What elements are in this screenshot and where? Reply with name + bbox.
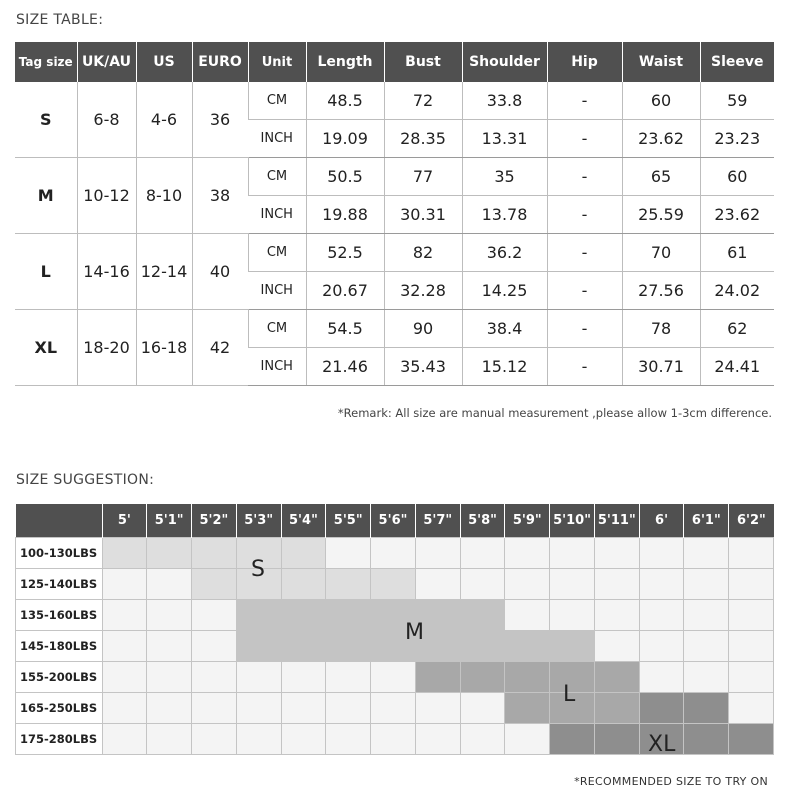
suggestion-cell — [594, 538, 639, 569]
suggestion-cell — [505, 600, 550, 631]
suggestion-cell — [684, 600, 729, 631]
hip-cell: - — [547, 272, 622, 310]
size-table-heading: SIZE TABLE: — [16, 12, 104, 28]
sleeve-cell: 23.23 — [700, 120, 774, 158]
suggestion-cell — [147, 693, 192, 724]
header-hip: Hip — [547, 42, 622, 82]
waist-cell: 30.71 — [622, 348, 700, 386]
suggestion-cell — [550, 538, 595, 569]
size-remark: *Remark: All size are manual measurement ,please allow 1-3cm difference. — [337, 406, 772, 420]
table-row — [15, 158, 774, 196]
suggestion-cell — [192, 600, 237, 631]
length-cell: 20.67 — [306, 272, 384, 310]
euro-cell: 42 — [192, 310, 248, 386]
suggestion-cell — [460, 538, 505, 569]
table-row — [15, 234, 774, 272]
suggestion-cell — [147, 569, 192, 600]
suggestion-cell — [371, 538, 416, 569]
suggestion-cell — [326, 693, 371, 724]
suggestion-cell — [326, 538, 371, 569]
weight-label: 125-140LBS — [16, 569, 103, 600]
shoulder-cell: 13.78 — [462, 196, 547, 234]
bust-cell: 77 — [384, 158, 462, 196]
suggestion-cell — [639, 662, 684, 693]
header-tag-size: Tag size — [15, 42, 77, 82]
weight-label: 145-180LBS — [16, 631, 103, 662]
suggestion-cell — [147, 724, 192, 755]
suggestion-cell — [505, 693, 550, 724]
suggestion-cell — [729, 538, 774, 569]
shoulder-cell: 35 — [462, 158, 547, 196]
header-euro: EURO — [192, 42, 248, 82]
suggestion-cell — [371, 693, 416, 724]
suggestion-cell — [371, 662, 416, 693]
suggestion-cell — [326, 600, 371, 631]
suggestion-cell — [102, 631, 147, 662]
suggestion-cell — [729, 693, 774, 724]
suggestion-cell — [594, 631, 639, 662]
waist-cell: 60 — [622, 82, 700, 120]
zone-label-xl: XL — [648, 732, 676, 757]
suggestion-cell — [102, 600, 147, 631]
header-unit: Unit — [248, 42, 306, 82]
hip-cell: - — [547, 158, 622, 196]
suggestion-cell — [371, 569, 416, 600]
suggestion-cell — [192, 538, 237, 569]
hip-cell: - — [547, 120, 622, 158]
suggestion-cell — [281, 693, 326, 724]
bust-cell: 28.35 — [384, 120, 462, 158]
shoulder-cell: 15.12 — [462, 348, 547, 386]
suggestion-cell — [729, 569, 774, 600]
suggestion-cell — [326, 662, 371, 693]
suggestion-cell — [102, 538, 147, 569]
bust-cell: 90 — [384, 310, 462, 348]
suggestion-cell — [326, 631, 371, 662]
suggestion-cell — [281, 631, 326, 662]
weight-row — [16, 600, 774, 631]
suggestion-cell — [147, 538, 192, 569]
recommended-note: *RECOMMENDED SIZE TO TRY ON — [574, 775, 768, 788]
shoulder-cell: 36.2 — [462, 234, 547, 272]
height-header: 5'2" — [192, 504, 237, 538]
suggestion-cell — [147, 631, 192, 662]
suggestion-cell — [684, 724, 729, 755]
header-uk-au: UK/AU — [77, 42, 136, 82]
suggestion-cell — [371, 724, 416, 755]
suggestion-cell — [639, 600, 684, 631]
height-header: 6' — [639, 504, 684, 538]
height-header: 6'2" — [729, 504, 774, 538]
unit-cell: INCH — [248, 348, 306, 386]
header-waist: Waist — [622, 42, 700, 82]
suggestion-cell — [505, 569, 550, 600]
suggestion-cell — [415, 538, 460, 569]
suggestion-cell — [505, 538, 550, 569]
length-cell: 21.46 — [306, 348, 384, 386]
hip-cell: - — [547, 82, 622, 120]
size-table-header-row — [15, 42, 774, 82]
shoulder-cell: 38.4 — [462, 310, 547, 348]
us-cell: 12-14 — [136, 234, 192, 310]
suggestion-cell — [102, 662, 147, 693]
bust-cell: 35.43 — [384, 348, 462, 386]
sleeve-cell: 24.41 — [700, 348, 774, 386]
unit-cell: CM — [248, 158, 306, 196]
suggestion-cell — [147, 600, 192, 631]
sleeve-cell: 59 — [700, 82, 774, 120]
suggestion-cell — [460, 662, 505, 693]
suggestion-cell — [236, 662, 281, 693]
hip-cell: - — [547, 234, 622, 272]
suggestion-cell — [236, 600, 281, 631]
length-cell: 48.5 — [306, 82, 384, 120]
height-header: 5'3" — [236, 504, 281, 538]
suggestion-cell — [684, 662, 729, 693]
zone-label-m: M — [405, 620, 424, 645]
suggestion-cell — [236, 724, 281, 755]
suggestion-cell — [236, 631, 281, 662]
waist-cell: 65 — [622, 158, 700, 196]
suggestion-cell — [505, 662, 550, 693]
weight-label: 100-130LBS — [16, 538, 103, 569]
height-header: 5'10" — [550, 504, 595, 538]
suggestion-cell — [102, 724, 147, 755]
suggestion-cell — [550, 600, 595, 631]
sleeve-cell: 62 — [700, 310, 774, 348]
bust-cell: 82 — [384, 234, 462, 272]
zone-label-s: S — [251, 557, 265, 582]
suggestion-cell — [460, 569, 505, 600]
suggestion-cell — [505, 724, 550, 755]
weight-row — [16, 569, 774, 600]
suggestion-cell — [460, 631, 505, 662]
suggestion-cell — [505, 631, 550, 662]
shoulder-cell: 13.31 — [462, 120, 547, 158]
suggestion-cell — [684, 569, 729, 600]
suggestion-cell — [147, 662, 192, 693]
suggestion-cell — [684, 693, 729, 724]
suggestion-cell — [281, 600, 326, 631]
size-tag-cell: L — [15, 234, 77, 310]
suggestion-cell — [639, 538, 684, 569]
table-row — [15, 310, 774, 348]
uk-au-cell: 10-12 — [77, 158, 136, 234]
length-cell: 50.5 — [306, 158, 384, 196]
unit-cell: INCH — [248, 272, 306, 310]
waist-cell: 23.62 — [622, 120, 700, 158]
suggestion-cell — [729, 600, 774, 631]
suggestion-cell — [550, 569, 595, 600]
weight-label: 175-280LBS — [16, 724, 103, 755]
header-bust: Bust — [384, 42, 462, 82]
height-header-row — [16, 504, 774, 538]
suggestion-cell — [729, 631, 774, 662]
sleeve-cell: 60 — [700, 158, 774, 196]
suggestion-cell — [594, 724, 639, 755]
bust-cell: 72 — [384, 82, 462, 120]
euro-cell: 38 — [192, 158, 248, 234]
suggestion-cell — [594, 662, 639, 693]
header-length: Length — [306, 42, 384, 82]
waist-cell: 27.56 — [622, 272, 700, 310]
waist-cell: 70 — [622, 234, 700, 272]
length-cell: 52.5 — [306, 234, 384, 272]
suggestion-cell — [192, 724, 237, 755]
size-tag-cell: M — [15, 158, 77, 234]
sleeve-cell: 61 — [700, 234, 774, 272]
weight-row — [16, 693, 774, 724]
suggestion-cell — [550, 631, 595, 662]
bust-cell: 32.28 — [384, 272, 462, 310]
suggestion-cell — [415, 569, 460, 600]
size-suggestion-table — [15, 504, 774, 755]
us-cell: 16-18 — [136, 310, 192, 386]
weight-row — [16, 631, 774, 662]
hip-cell: - — [547, 196, 622, 234]
zone-label-l: L — [563, 682, 576, 707]
sleeve-cell: 23.62 — [700, 196, 774, 234]
suggestion-cell — [192, 569, 237, 600]
suggestion-cell — [281, 662, 326, 693]
suggestion-cell — [102, 693, 147, 724]
height-header: 5'1" — [147, 504, 192, 538]
suggestion-cell — [281, 538, 326, 569]
shoulder-cell: 33.8 — [462, 82, 547, 120]
suggestion-cell — [684, 631, 729, 662]
unit-cell: INCH — [248, 196, 306, 234]
suggestion-cell — [460, 693, 505, 724]
height-header: 5'11" — [594, 504, 639, 538]
suggestion-cell — [281, 569, 326, 600]
suggestion-cell — [639, 569, 684, 600]
suggestion-cell — [326, 569, 371, 600]
suggestion-cell — [594, 569, 639, 600]
suggestion-cell — [326, 724, 371, 755]
weight-label: 135-160LBS — [16, 600, 103, 631]
euro-cell: 40 — [192, 234, 248, 310]
us-cell: 4-6 — [136, 82, 192, 158]
table-row — [15, 82, 774, 120]
size-suggestion-heading: SIZE SUGGESTION: — [16, 472, 155, 488]
length-cell: 19.09 — [306, 120, 384, 158]
suggestion-cell — [639, 693, 684, 724]
suggestion-cell — [281, 724, 326, 755]
suggestion-cell — [594, 600, 639, 631]
suggestion-cell — [550, 724, 595, 755]
suggestion-cell — [415, 724, 460, 755]
header-shoulder: Shoulder — [462, 42, 547, 82]
height-header: 6'1" — [684, 504, 729, 538]
length-cell: 19.88 — [306, 196, 384, 234]
size-table — [15, 42, 774, 386]
suggestion-cell — [415, 662, 460, 693]
hip-cell: - — [547, 310, 622, 348]
waist-cell: 25.59 — [622, 196, 700, 234]
suggestion-cell — [460, 600, 505, 631]
us-cell: 8-10 — [136, 158, 192, 234]
size-tag-cell: XL — [15, 310, 77, 386]
bust-cell: 30.31 — [384, 196, 462, 234]
height-header: 5'8" — [460, 504, 505, 538]
height-header: 5'9" — [505, 504, 550, 538]
suggestion-cell — [684, 538, 729, 569]
corner-cell — [16, 504, 103, 538]
suggestion-cell — [639, 631, 684, 662]
suggestion-cell — [460, 724, 505, 755]
uk-au-cell: 6-8 — [77, 82, 136, 158]
height-header: 5'7" — [415, 504, 460, 538]
suggestion-cell — [594, 693, 639, 724]
euro-cell: 36 — [192, 82, 248, 158]
sleeve-cell: 24.02 — [700, 272, 774, 310]
height-header: 5' — [102, 504, 147, 538]
unit-cell: INCH — [248, 120, 306, 158]
weight-row — [16, 538, 774, 569]
suggestion-cell — [192, 693, 237, 724]
shoulder-cell: 14.25 — [462, 272, 547, 310]
height-header: 5'4" — [281, 504, 326, 538]
waist-cell: 78 — [622, 310, 700, 348]
suggestion-cell — [729, 662, 774, 693]
suggestion-cell — [415, 693, 460, 724]
suggestion-cell — [192, 662, 237, 693]
length-cell: 54.5 — [306, 310, 384, 348]
weight-label: 165-250LBS — [16, 693, 103, 724]
weight-row — [16, 662, 774, 693]
size-tag-cell: S — [15, 82, 77, 158]
unit-cell: CM — [248, 310, 306, 348]
height-header: 5'5" — [326, 504, 371, 538]
header-sleeve: Sleeve — [700, 42, 774, 82]
hip-cell: - — [547, 348, 622, 386]
suggestion-cell — [192, 631, 237, 662]
uk-au-cell: 14-16 — [77, 234, 136, 310]
suggestion-cell — [236, 693, 281, 724]
weight-label: 155-200LBS — [16, 662, 103, 693]
uk-au-cell: 18-20 — [77, 310, 136, 386]
suggestion-cell — [102, 569, 147, 600]
unit-cell: CM — [248, 234, 306, 272]
suggestion-cell — [729, 724, 774, 755]
unit-cell: CM — [248, 82, 306, 120]
header-us: US — [136, 42, 192, 82]
height-header: 5'6" — [371, 504, 416, 538]
